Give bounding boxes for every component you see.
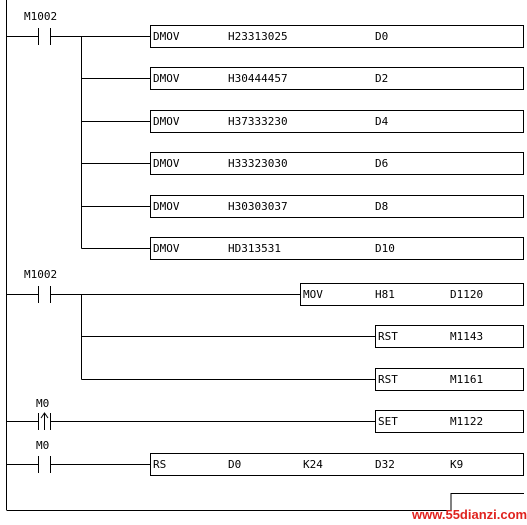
- svg-text:RS: RS: [153, 458, 167, 471]
- instruction-box[interactable]: [301, 284, 524, 306]
- svg-text:M1161: M1161: [450, 373, 484, 386]
- rung-4: [7, 439, 524, 476]
- svg-text:D2: D2: [375, 72, 389, 85]
- svg-text:M1143: M1143: [450, 330, 484, 343]
- no-contact[interactable]: [7, 286, 51, 303]
- svg-text:K9: K9: [450, 458, 464, 471]
- no-contact[interactable]: [7, 456, 51, 473]
- contact-label: M1002: [24, 268, 58, 281]
- svg-text:DMOV: DMOV: [153, 30, 180, 43]
- rung-1: [7, 10, 524, 260]
- svg-text:D32: D32: [375, 458, 395, 471]
- instruction-box[interactable]: [151, 196, 524, 218]
- instruction-box[interactable]: [151, 153, 524, 175]
- svg-text:SET: SET: [378, 415, 398, 428]
- no-contact[interactable]: [7, 28, 51, 45]
- svg-text:RST: RST: [378, 330, 398, 343]
- svg-text:DMOV: DMOV: [153, 115, 180, 128]
- rung-3: [7, 397, 524, 433]
- instruction-box[interactable]: [151, 26, 524, 48]
- svg-text:K24: K24: [303, 458, 323, 471]
- svg-text:DMOV: DMOV: [153, 157, 180, 170]
- svg-text:D6: D6: [375, 157, 389, 170]
- instruction-box[interactable]: [376, 369, 524, 391]
- watermark: www.55dianzi.com: [412, 507, 527, 522]
- instruction-box[interactable]: [376, 326, 524, 348]
- svg-text:DMOV: DMOV: [153, 242, 180, 255]
- svg-text:RST: RST: [378, 373, 398, 386]
- svg-text:D0: D0: [375, 30, 389, 43]
- svg-text:H37333230: H37333230: [228, 115, 288, 128]
- contact-label: M0: [36, 397, 50, 410]
- contact-label: M0: [36, 439, 50, 452]
- svg-text:D10: D10: [375, 242, 395, 255]
- instruction-box[interactable]: [376, 411, 524, 433]
- svg-text:DMOV: DMOV: [153, 72, 180, 85]
- rising-edge-contact[interactable]: [7, 413, 51, 430]
- svg-text:D1120: D1120: [450, 288, 484, 301]
- svg-text:H30303037: H30303037: [228, 200, 288, 213]
- instruction-box[interactable]: [151, 454, 524, 476]
- svg-text:D8: D8: [375, 200, 389, 213]
- svg-text:MOV: MOV: [303, 288, 323, 301]
- instruction-box[interactable]: [151, 111, 524, 133]
- svg-text:DMOV: DMOV: [153, 200, 180, 213]
- svg-text:HD313531: HD313531: [228, 242, 281, 255]
- svg-text:H30444457: H30444457: [228, 72, 288, 85]
- svg-text:H81: H81: [375, 288, 395, 301]
- svg-text:D4: D4: [375, 115, 389, 128]
- svg-text:H23313025: H23313025: [228, 30, 288, 43]
- instruction-box[interactable]: [151, 68, 524, 90]
- svg-text:M1122: M1122: [450, 415, 484, 428]
- svg-text:D0: D0: [228, 458, 242, 471]
- svg-text:H33323030: H33323030: [228, 157, 288, 170]
- rung-2: [7, 268, 524, 391]
- contact-label: M1002: [24, 10, 58, 23]
- instruction-box[interactable]: [151, 238, 524, 260]
